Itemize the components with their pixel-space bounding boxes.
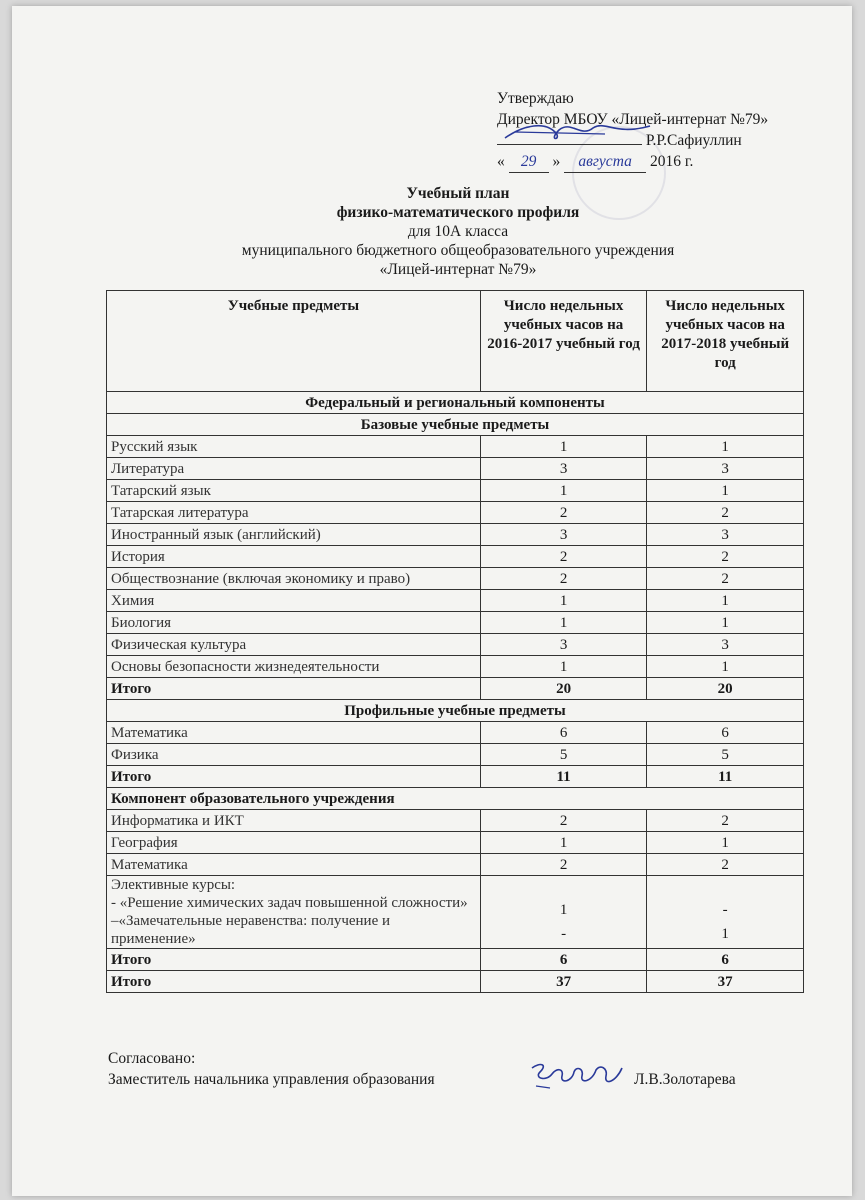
table-row	[107, 546, 804, 568]
agreement-position: Заместитель начальника управления образования	[108, 1071, 435, 1088]
hours-2016: 5	[480, 744, 647, 766]
hours-2016: 1	[480, 832, 647, 854]
subject-name: Математика	[107, 854, 481, 876]
total-2016: 11	[480, 766, 647, 788]
table-row	[107, 458, 804, 480]
grand-total-row	[107, 971, 804, 993]
section-row	[107, 700, 804, 722]
curriculum-table	[106, 290, 804, 993]
section-row	[107, 392, 804, 414]
total-2016: 6	[480, 949, 647, 971]
subject-name: Математика	[107, 722, 481, 744]
date-year: 2016 г.	[650, 153, 694, 170]
subject-name: Физика	[107, 744, 481, 766]
elective-1-hours-2016: 1	[559, 902, 568, 918]
total-label: Итого	[107, 678, 481, 700]
electives-label: Элективные курсы:	[111, 877, 236, 893]
table-row	[107, 590, 804, 612]
header-hours-2017: Число недельных учебных часов на 2017-2018 учебный год	[647, 291, 804, 392]
signature-line	[497, 130, 642, 145]
table-row	[107, 744, 804, 766]
document-page	[12, 6, 852, 1196]
total-label: Итого	[107, 949, 481, 971]
date-day: 29	[509, 151, 549, 173]
table-row	[107, 524, 804, 546]
section-base: Базовые учебные предметы	[107, 414, 804, 436]
hours-2016: 1	[480, 612, 647, 634]
table-row	[107, 480, 804, 502]
hours-2016: 1	[480, 436, 647, 458]
subject-name: Биология	[107, 612, 481, 634]
subject-name: История	[107, 546, 481, 568]
hours-2016: 2	[480, 502, 647, 524]
subject-name: Основы безопасности жизнедеятельности	[107, 656, 481, 678]
hours-2016: 2	[480, 546, 647, 568]
hours-2017: 1	[647, 436, 804, 458]
subject-name: Литература	[107, 458, 481, 480]
hours-2017: 5	[647, 744, 804, 766]
hours-2017: 2	[647, 854, 804, 876]
subject-name: Физическая культура	[107, 634, 481, 656]
hours-2017: 2	[647, 502, 804, 524]
elective-2-hours-2017: 1	[721, 926, 729, 942]
table-row	[107, 612, 804, 634]
grand-total-2017: 37	[647, 971, 804, 993]
section-school: Компонент образовательного учреждения	[107, 788, 804, 810]
hours-2017: 1	[647, 590, 804, 612]
hours-2016: 2	[480, 810, 647, 832]
director-signature	[485, 118, 655, 148]
hours-2017: 3	[647, 458, 804, 480]
agreement-label: Согласовано:	[108, 1050, 196, 1067]
elective-1-hours-2017: -	[722, 902, 728, 918]
table-header-row	[107, 291, 804, 392]
electives-cell	[107, 876, 481, 949]
elective-course-1: - «Решение химических задач повышенной сложности»	[111, 895, 468, 911]
hours-2017: 3	[647, 634, 804, 656]
total-2017: 6	[647, 949, 804, 971]
table-row	[107, 832, 804, 854]
deputy-name: Л.В.Золотарева	[634, 1071, 736, 1088]
subject-name: Татарская литература	[107, 502, 481, 524]
table-row	[107, 436, 804, 458]
table-row	[107, 568, 804, 590]
hours-2017: 2	[647, 546, 804, 568]
table-row	[107, 502, 804, 524]
header-hours-2016: Число недельных учебных часов на 2016-2017 учебный год	[480, 291, 647, 392]
hours-2017: 1	[647, 656, 804, 678]
total-2016: 20	[480, 678, 647, 700]
section-row	[107, 414, 804, 436]
subject-name: Иностранный язык (английский)	[107, 524, 481, 546]
hours-2017: 1	[647, 832, 804, 854]
hours-2017: 1	[647, 480, 804, 502]
hours-2016: 2	[480, 568, 647, 590]
date-month: августа	[564, 151, 646, 173]
subject-name: Обществознание (включая экономику и право)	[107, 568, 481, 590]
total-row	[107, 678, 804, 700]
grand-total-2016: 37	[480, 971, 647, 993]
hours-2016: 1	[480, 656, 647, 678]
deputy-signature	[526, 1058, 626, 1094]
doc-class: для 10А класса	[407, 223, 509, 240]
table-row	[107, 656, 804, 678]
elective-course-2: –«Замечательные неравенства: получение и применение»	[111, 913, 391, 947]
total-row	[107, 949, 804, 971]
grand-total-label: Итого	[107, 971, 481, 993]
document-heading	[108, 184, 808, 279]
electives-hours-2016	[480, 876, 647, 949]
subject-name: Русский язык	[107, 436, 481, 458]
doc-institution: муниципального бюджетного общеобразовательного учреждения	[241, 242, 675, 259]
subject-name: Татарский язык	[107, 480, 481, 502]
director-name: Р.Р.Сафиуллин	[645, 132, 742, 149]
date-quote-close: »	[552, 153, 561, 170]
hours-2017: 2	[647, 810, 804, 832]
hours-2017: 6	[647, 722, 804, 744]
doc-profile: физико-математического профиля	[336, 204, 580, 221]
doc-school: «Лицей-интернат №79»	[379, 261, 537, 278]
elective-2-hours-2016: -	[561, 926, 567, 942]
approval-date	[497, 151, 768, 173]
hours-2016: 3	[480, 634, 647, 656]
approval-block	[497, 88, 768, 173]
table-row	[107, 810, 804, 832]
subject-name: Информатика и ИКТ	[107, 810, 481, 832]
section-federal: Федеральный и региональный компоненты	[107, 392, 804, 414]
table-row	[107, 722, 804, 744]
section-row	[107, 788, 804, 810]
hours-2016: 3	[480, 524, 647, 546]
total-2017: 11	[647, 766, 804, 788]
subject-name: География	[107, 832, 481, 854]
header-subjects: Учебные предметы	[107, 291, 481, 392]
hours-2017: 3	[647, 524, 804, 546]
date-quote-open: «	[497, 153, 505, 170]
hours-2017: 2	[647, 568, 804, 590]
subject-name: Химия	[107, 590, 481, 612]
total-row	[107, 766, 804, 788]
hours-2016: 1	[480, 590, 647, 612]
approval-signature-line	[497, 130, 768, 151]
total-2017: 20	[647, 678, 804, 700]
table-row	[107, 634, 804, 656]
agreement-block	[108, 1048, 736, 1090]
electives-row	[107, 876, 804, 949]
hours-2017: 1	[647, 612, 804, 634]
hours-2016: 3	[480, 458, 647, 480]
approval-position: Директор МБОУ «Лицей-интернат №79»	[497, 111, 769, 128]
doc-title: Учебный план	[406, 185, 510, 202]
hours-2016: 2	[480, 854, 647, 876]
hours-2016: 1	[480, 480, 647, 502]
table-row	[107, 854, 804, 876]
section-profile: Профильные учебные предметы	[107, 700, 804, 722]
total-label: Итого	[107, 766, 481, 788]
hours-2016: 6	[480, 722, 647, 744]
approval-title: Утверждаю	[497, 90, 574, 107]
electives-hours-2017	[647, 876, 804, 949]
